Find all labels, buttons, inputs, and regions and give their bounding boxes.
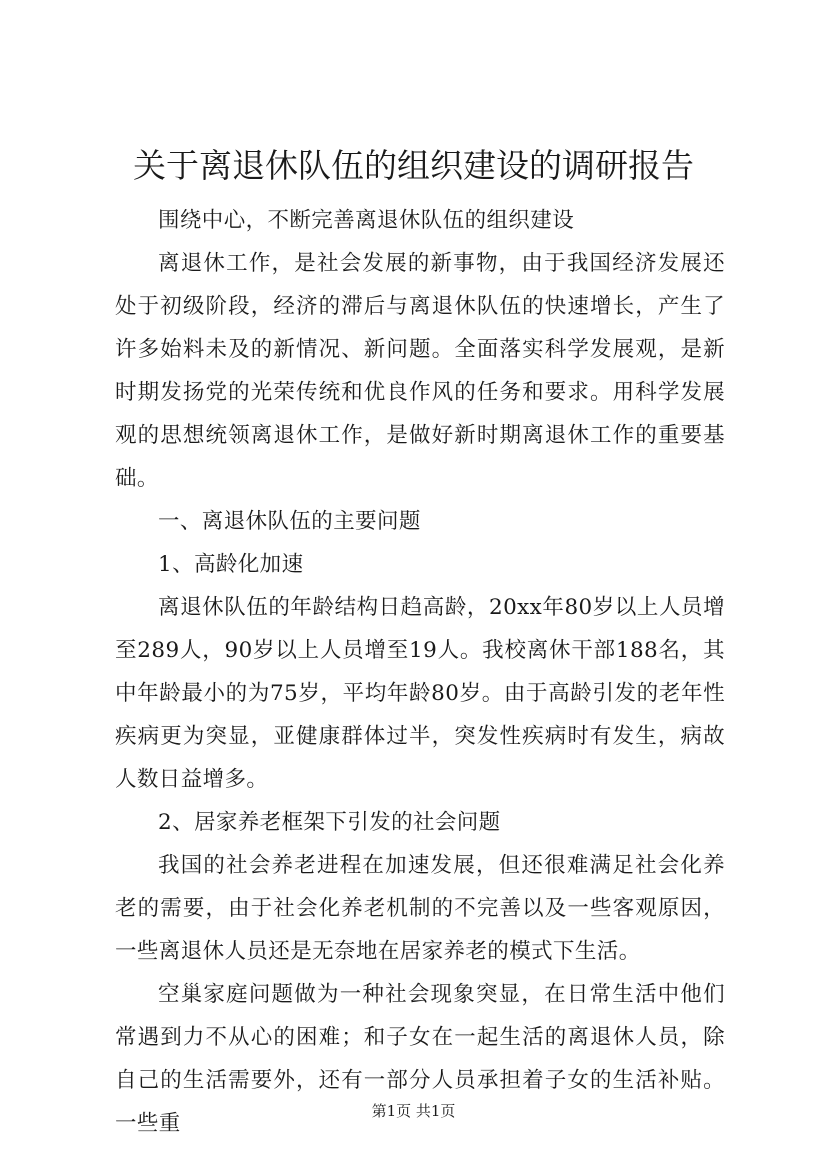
section-heading-main-problems: 一、离退休队伍的主要问题: [158, 509, 421, 534]
subsection-heading-aging: 1、高龄化加速: [158, 552, 304, 577]
document-title: 关于离退休队伍的组织建设的调研报告: [133, 146, 694, 185]
paragraph-subtitle: 围绕中心，不断完善离退休队伍的组织建设: [158, 208, 575, 233]
document-body: [115, 199, 725, 1145]
paragraph-home-care: 我国的社会养老进程在加速发展，但还很难满足社会化养老的需要，由于社会化养老机制的不完善以及一些客观原因，一些离退休人员还是无奈地在居家养老的模式下生活。: [115, 853, 725, 964]
page-footer: 第1页 共1页: [371, 1102, 456, 1120]
paragraph-aging: 离退休队伍的年龄结构日趋高龄，20xx年80岁以上人员增至289人，90岁以上人员增至19人。我校离休干部188名，其中年龄最小的为75岁，平均年龄80岁。由于高龄引发的老年性疾病更为突显，亚健康群体过半，突发性疾病时有发生，病故人数日益增多。: [115, 595, 725, 792]
paragraph-intro: 离退休工作，是社会发展的新事物，由于我国经济发展还处于初级阶段，经济的滞后与离退休队伍的快速增长，产生了许多始料未及的新情况、新问题。全面落实科学发展观，是新时期发扬党的光荣传统和优良作风的任务和要求。用科学发展观的思想统领离退休工作，是做好新时期离退休工作的重要基础。: [115, 251, 725, 491]
paragraph-empty-nest: 空巢家庭问题做为一种社会现象突显，在日常生活中他们常遇到力不从心的困难；和子女在一起生活的离退休人员，除自己的生活需要外，还有一部分人员承担着子女的生活补贴。一些重: [115, 982, 725, 1136]
subsection-heading-home-care: 2、居家养老框架下引发的社会问题: [158, 810, 501, 835]
